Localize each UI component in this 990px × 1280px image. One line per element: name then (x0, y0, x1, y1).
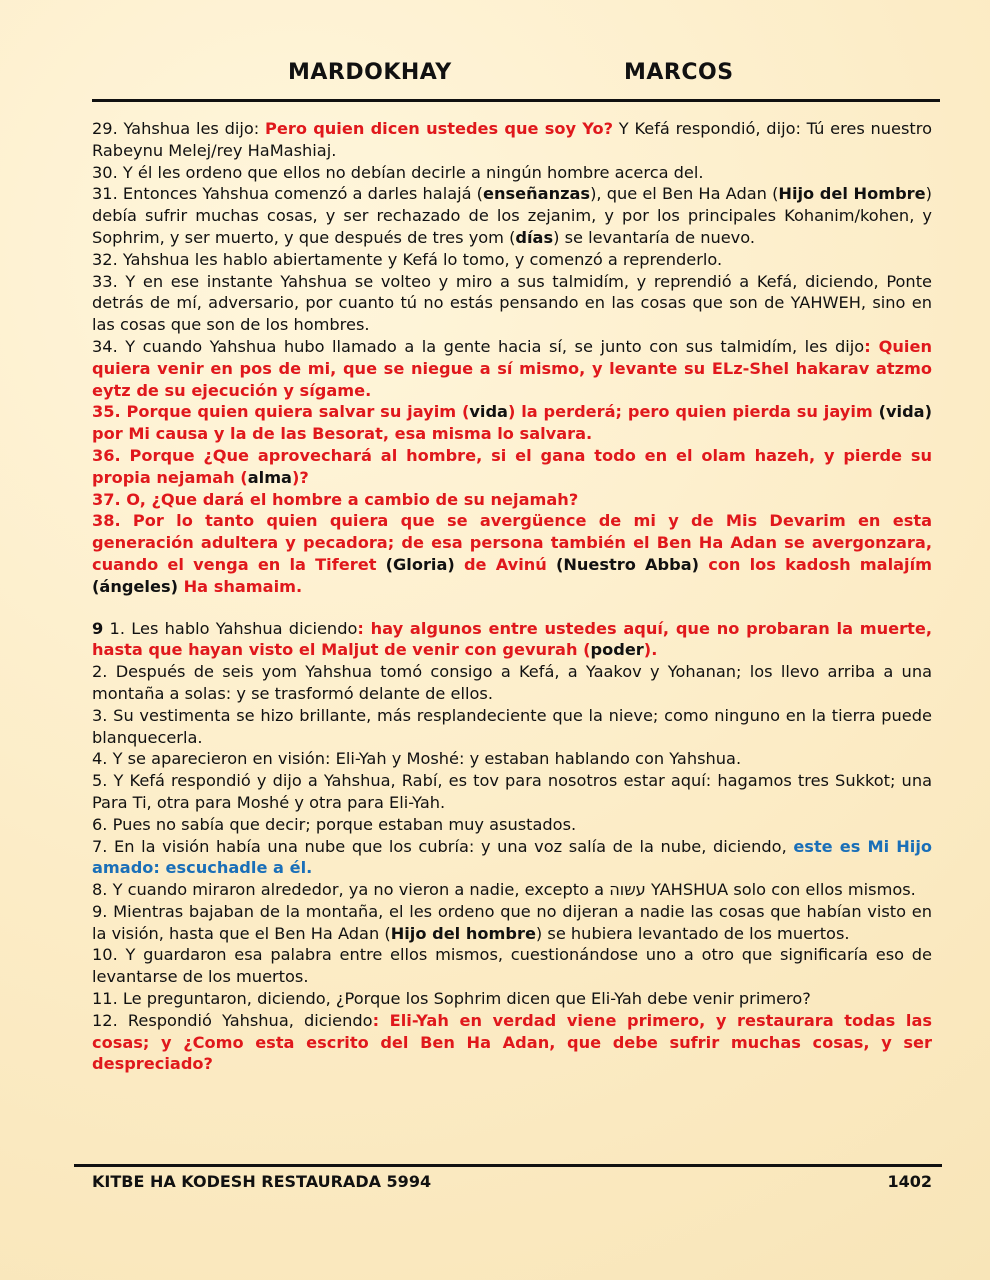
page-number: 1402 (887, 1172, 932, 1191)
verse-32: 32. Yahshua les hablo abiertamente y Kefá lo tomo, y comenzó a reprenderlo. (92, 249, 723, 269)
page-footer (92, 1172, 932, 1196)
ch9-verse-10: 10. Y guardaron esa palabra entre ellos mismos, cuestionándose uno a otro que significaría eso de levantarse de los muertos. (92, 945, 932, 987)
verse-30: 30. Y él les ordeno que ellos no debían decirle a ningún hombre acerca del. (92, 162, 704, 182)
chapter-number: 9 (92, 618, 104, 638)
ch9-verse-5: 5. Y Kefá respondió y dijo a Yahshua, Rabí, es tov para nosotros estar aquí: hagamos tres Sukkot; una Para Ti, otra para Moshé y otra para Eli-Yah. (92, 771, 932, 812)
ch9-verse-9: 9. Mientras bajaban de la montaña, el les ordeno que no dijeran a nadie las cosas que habían visto en la visión, hasta que el Ben Ha Adan (Hijo del hombre) se hubiera levantado de los muertos. (92, 901, 932, 943)
verse-31: 31. Entonces Yahshua comenzó a darles halajá (enseñanzas), que el Ben Ha Adan (Hijo del Hombre) debía sufrir muchas cosas, y ser rechazado de los zejanim, y por los principales Kohanim/kohen, y Sophrim, y ser muerto, y que después de tres yom (días) se levantaría de nuevo. (92, 184, 932, 247)
ch9-verse-6: 6. Pues no sabía que decir; porque estaban muy asustados. (92, 814, 577, 834)
footer-rule (74, 1164, 942, 1167)
ch9-verse-1: 9 1. Les hablo Yahshua diciendo: hay algunos entre ustedes aquí, que no probaran la muerte, hasta que hayan visto el Maljut de venir con gevurah (poder). (92, 618, 932, 660)
verse-29: 29. Yahshua les dijo: Pero quien dicen ustedes que soy Yo? Y Kefá respondió, dijo: Tú eres nuestro Rabeynu Melej/rey HaMashiaj. (92, 119, 932, 160)
header-left-title: MARDOKHAY (288, 60, 452, 85)
verse-37: 37. O, ¿Que dará el hombre a cambio de su nejamah? (92, 489, 579, 509)
chapter-gap (92, 598, 932, 618)
ch9-verse-11: 11. Le preguntaron, diciendo, ¿Porque los Sophrim dicen que Eli-Yah debe venir primero? (92, 989, 811, 1009)
ch9-verse-4: 4. Y se aparecieron en visión: Eli-Yah y Moshé: y estaban hablando con Yahshua. (92, 749, 742, 769)
verse-36: 36. Porque ¿Que aprovechará al hombre, si el gana todo en el olam hazeh, y pierde su propia nejamah (alma)? (92, 445, 932, 487)
verse-34: 34. Y cuando Yahshua hubo llamado a la gente hacia sí, se junto con sus talmidím, les dijo: Quien quiera venir en pos de mi, que se niegue a sí mismo, y levante su ELz-Shel hakarav atzmo eytz de su ejecución y sígame. (92, 336, 932, 400)
page-header (0, 56, 990, 96)
verse-38: 38. Por lo tanto quien quiera que se avergüence de mi y de Mis Devarim en esta generación adultera y pecadora; de esa persona también el Ben Ha Adan se avergonzara, cuando el venga en la Tiferet (Gloria) de Avinú (Nuestro Abba) con los kadosh malajím (ángeles) Ha shamaim. (92, 511, 933, 596)
body-text (92, 118, 932, 1075)
header-right-title: MARCOS (624, 60, 734, 85)
ch9-verse-7: 7. En la visión había una nube que los cubría: y una voz salía de la nube, diciendo, este es Mi Hijo amado: escuchadle a él. (92, 836, 932, 878)
verse-33: 33. Y en ese instante Yahshua se volteo y miro a sus talmidím, y reprendió a Kefá, diciendo, Ponte detrás de mí, adversario, por cuanto tú no estás pensando en las cosas que son de YAHWEH, sino en las cosas que son de los hombres. (92, 271, 932, 335)
ch9-verse-12: 12. Respondió Yahshua, diciendo: Eli-Yah en verdad viene primero, y restaurara todas las cosas; y ¿Como esta escrito del Ben Ha Adan, que debe sufrir muchas cosas, y ser despreciado? (92, 1010, 932, 1074)
ch9-verse-2: 2. Después de seis yom Yahshua tomó consigo a Kefá, a Yaakov y Yohanan; los llevo arriba a una montaña a solas: y se trasformó delante de ellos. (92, 662, 932, 703)
header-rule (92, 99, 940, 102)
ch9-verse-8: 8. Y cuando miraron alrededor, ya no vieron a nadie, excepto a עשוה YAHSHUA solo con ellos mismos. (92, 880, 916, 900)
footer-title: KITBE HA KODESH RESTAURADA 5994 (92, 1172, 432, 1191)
verse-35: 35. Porque quien quiera salvar su jayim (vida) la perderá; pero quien pierda su jayim (vida) por Mi causa y la de las Besorat, esa misma lo salvara. (92, 402, 932, 444)
ch9-verse-3: 3. Su vestimenta se hizo brillante, más resplandeciente que la nieve; como ninguno en la tierra puede blanquecerla. (92, 705, 932, 747)
